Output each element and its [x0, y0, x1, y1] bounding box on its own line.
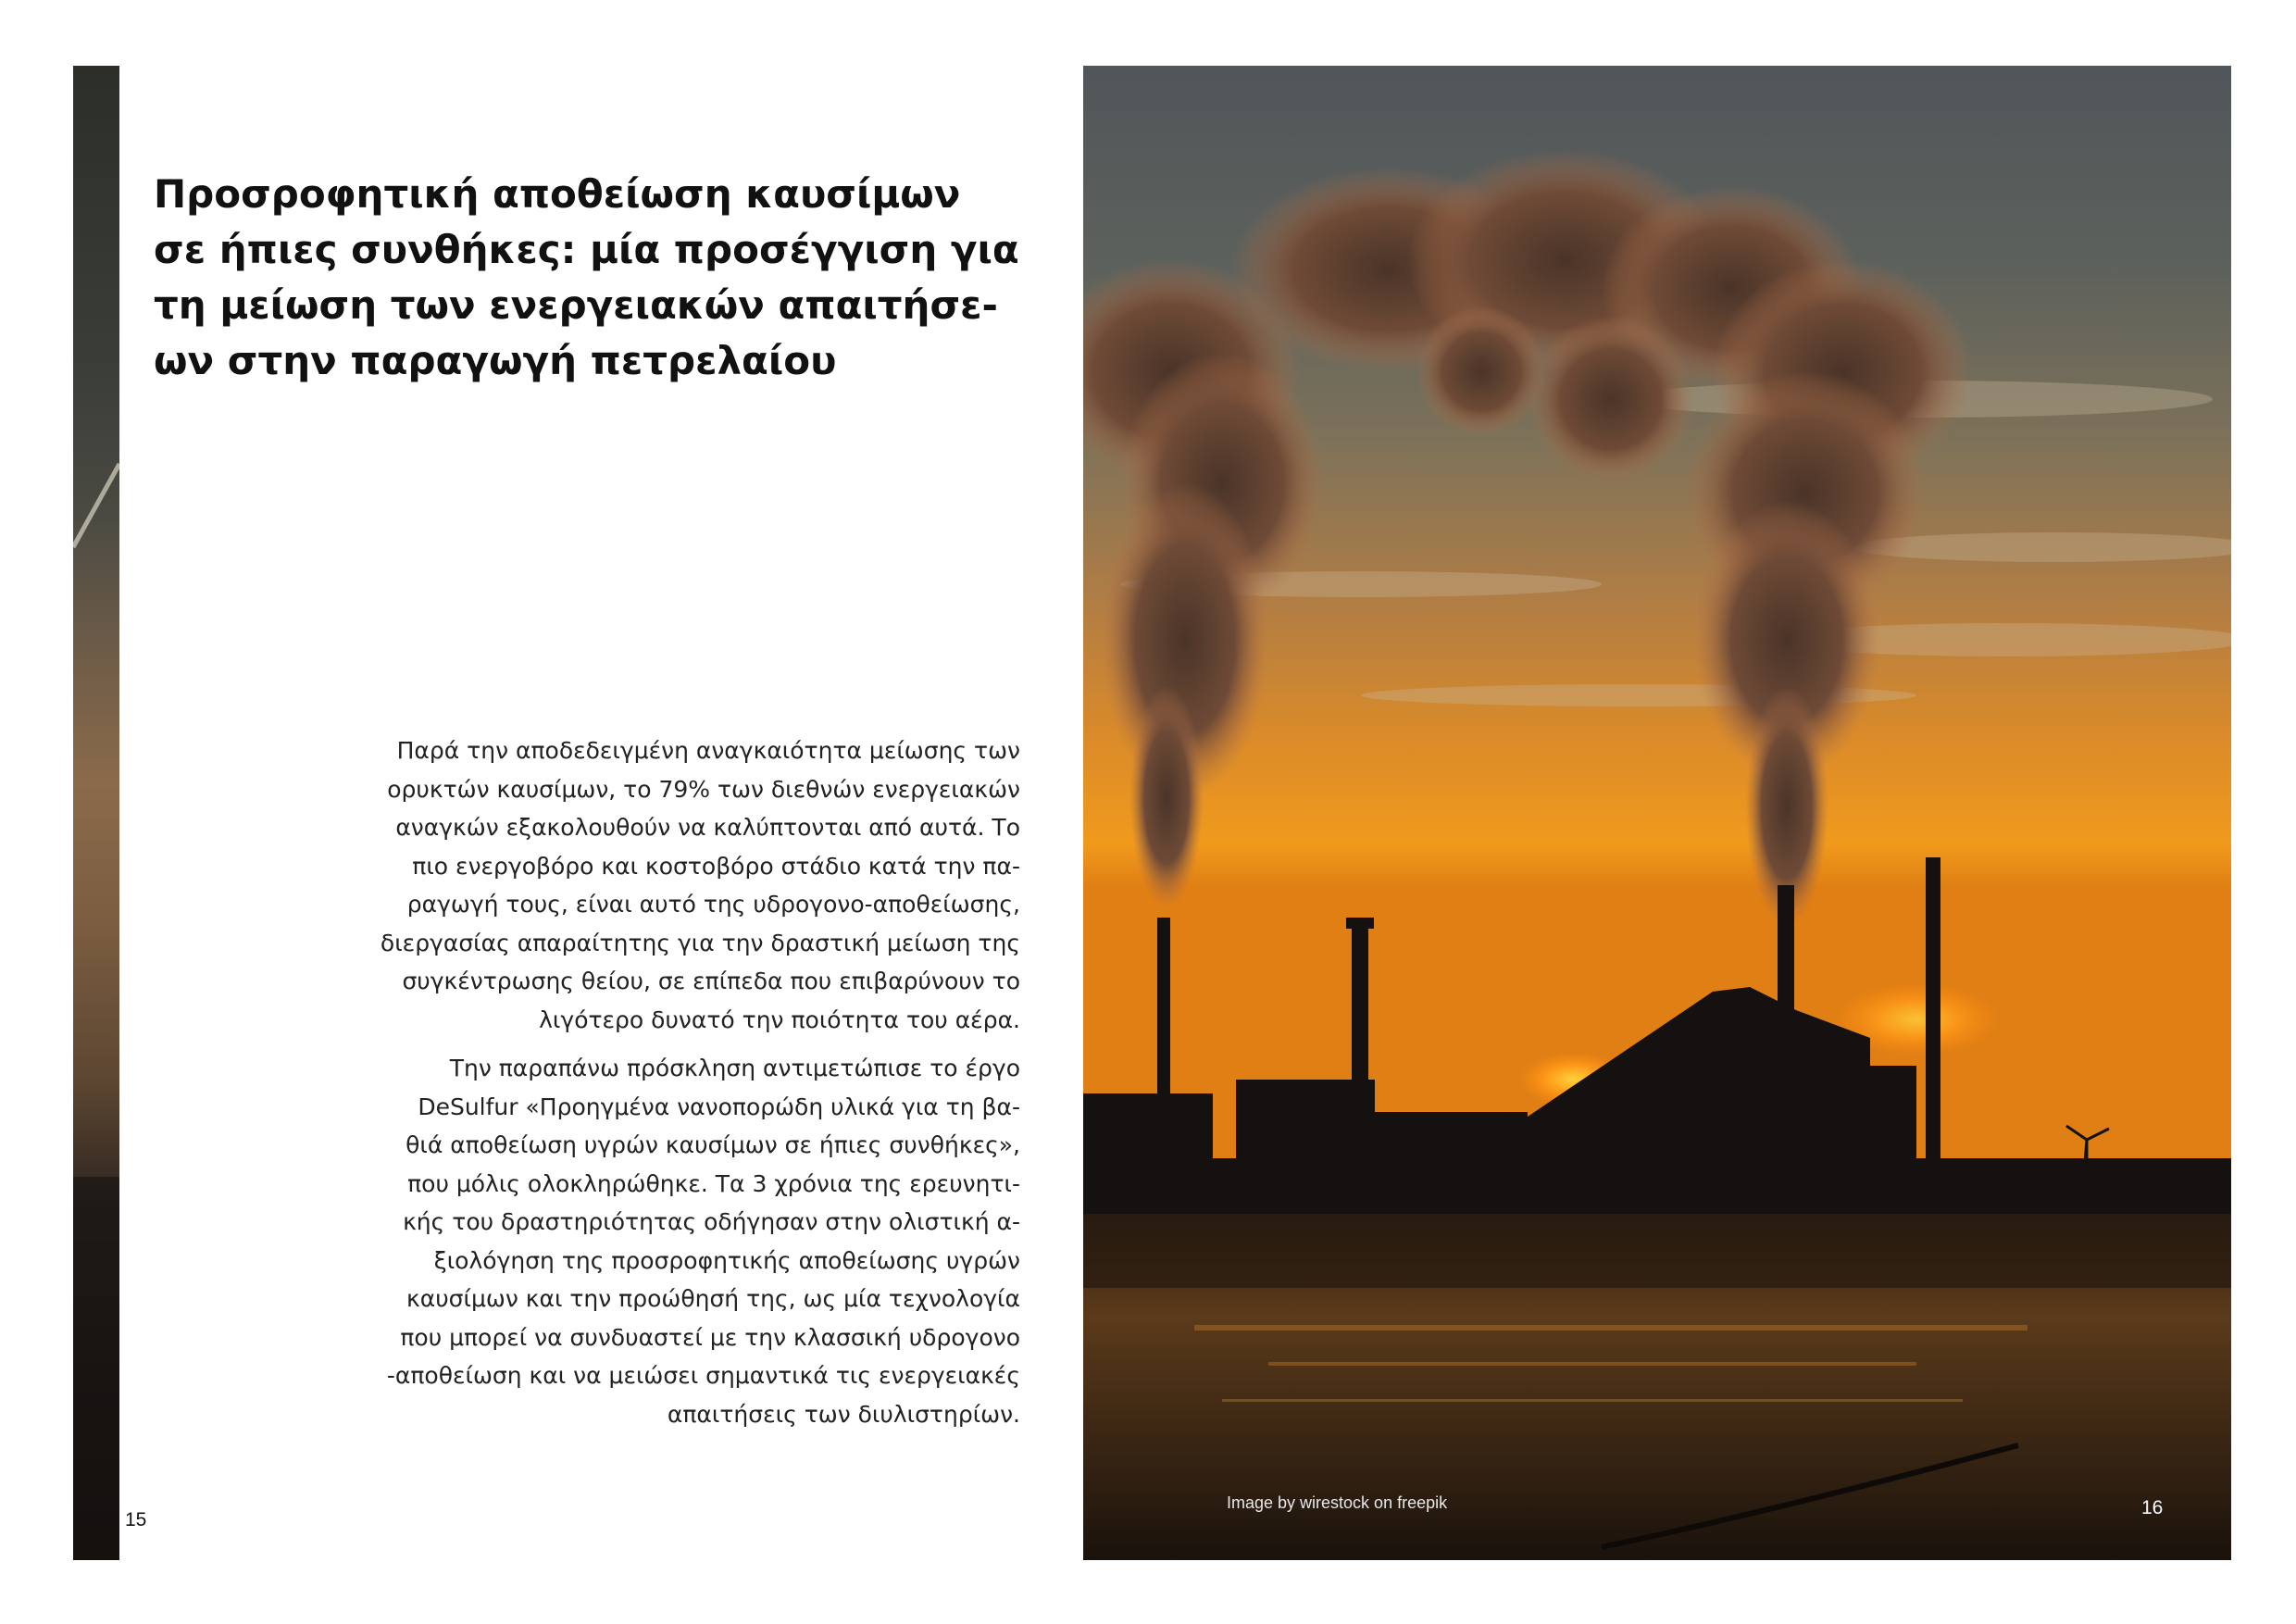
- text-line: καυσίμων και την προώθησή της, ως μία τεχνολογία: [406, 1285, 1020, 1312]
- left-strip-contrail: [73, 66, 119, 1560]
- page-number-right: 16: [2141, 1497, 2164, 1518]
- paragraph-2: [315, 1049, 1020, 1433]
- text-line: ορυκτών καυσίμων, το 79% των διεθνών ενεργειακών: [387, 775, 1020, 803]
- paragraph-1: [315, 731, 1020, 1039]
- factory-smokestack-photo: [1083, 66, 2231, 1560]
- text-line: DeSulfur «Προηγμένα νανοπορώδη υλικά για τη βα-: [418, 1093, 1020, 1120]
- image-credit: Image by wirestock on freepik: [1227, 1493, 1448, 1512]
- text-line: κής του δραστηριότητας οδήγησαν στην ολιστική α-: [403, 1208, 1020, 1235]
- sunset-scene: [1083, 66, 2231, 1560]
- article-body: [315, 731, 1020, 1443]
- text-line: ραγωγή τους, είναι αυτό της υδρογονο-αποθείωσης,: [406, 891, 1020, 918]
- title-line: Προσροφητική αποθείωση καυσίμων: [154, 171, 961, 217]
- text-line: που μπορεί να συνδυαστεί με την κλασσική υδρογονο: [400, 1323, 1020, 1351]
- title-line: ων στην παραγωγή πετρελαίου: [154, 338, 837, 383]
- title-line: τη μείωση των ενεργειακών απαιτήσε-: [154, 282, 998, 328]
- text-line: ξιολόγηση της προσροφητικής αποθείωσης υγρών: [433, 1246, 1020, 1274]
- text-line: θιά αποθείωση υγρών καυσίμων σε ήπιες συνθήκες»,: [406, 1131, 1020, 1158]
- text-line: απαιτήσεις των διυλιστηρίων.: [667, 1400, 1020, 1428]
- text-line: συγκέντρωσης θείου, σε επίπεδα που επιβαρύνουν το: [402, 968, 1020, 994]
- text-line: Την παραπάνω πρόσκληση αντιμετώπισε το έργο: [449, 1055, 1020, 1081]
- text-line: λιγότερο δυνατό την ποιότητα του αέρα.: [539, 1006, 1020, 1033]
- text-line: -αποθείωση και να μειώσει σημαντικά τις ενεργειακές: [386, 1362, 1020, 1389]
- text-line: διεργασίας απαραίτητης για την δραστική μείωση της: [380, 929, 1020, 956]
- text-line: αναγκών εξακολουθούν να καλύπτονται από αυτά. Το: [395, 814, 1020, 841]
- left-photo-strip: [73, 66, 119, 1560]
- text-line: πιο ενεργοβόρο και κοστοβόρο στάδιο κατά την πα-: [412, 852, 1020, 880]
- text-line: που μόλις ολοκληρώθηκε. Τα 3 χρόνια της ερευνητι-: [407, 1169, 1020, 1197]
- page-number-left: 15: [125, 1509, 147, 1530]
- title-line: σε ήπιες συνθήκες: μία προσέγγιση για: [154, 227, 1019, 272]
- article-title: [154, 167, 1042, 389]
- text-line: Παρά την αποδεδειγμένη αναγκαιότητα μείωσης των: [396, 737, 1020, 764]
